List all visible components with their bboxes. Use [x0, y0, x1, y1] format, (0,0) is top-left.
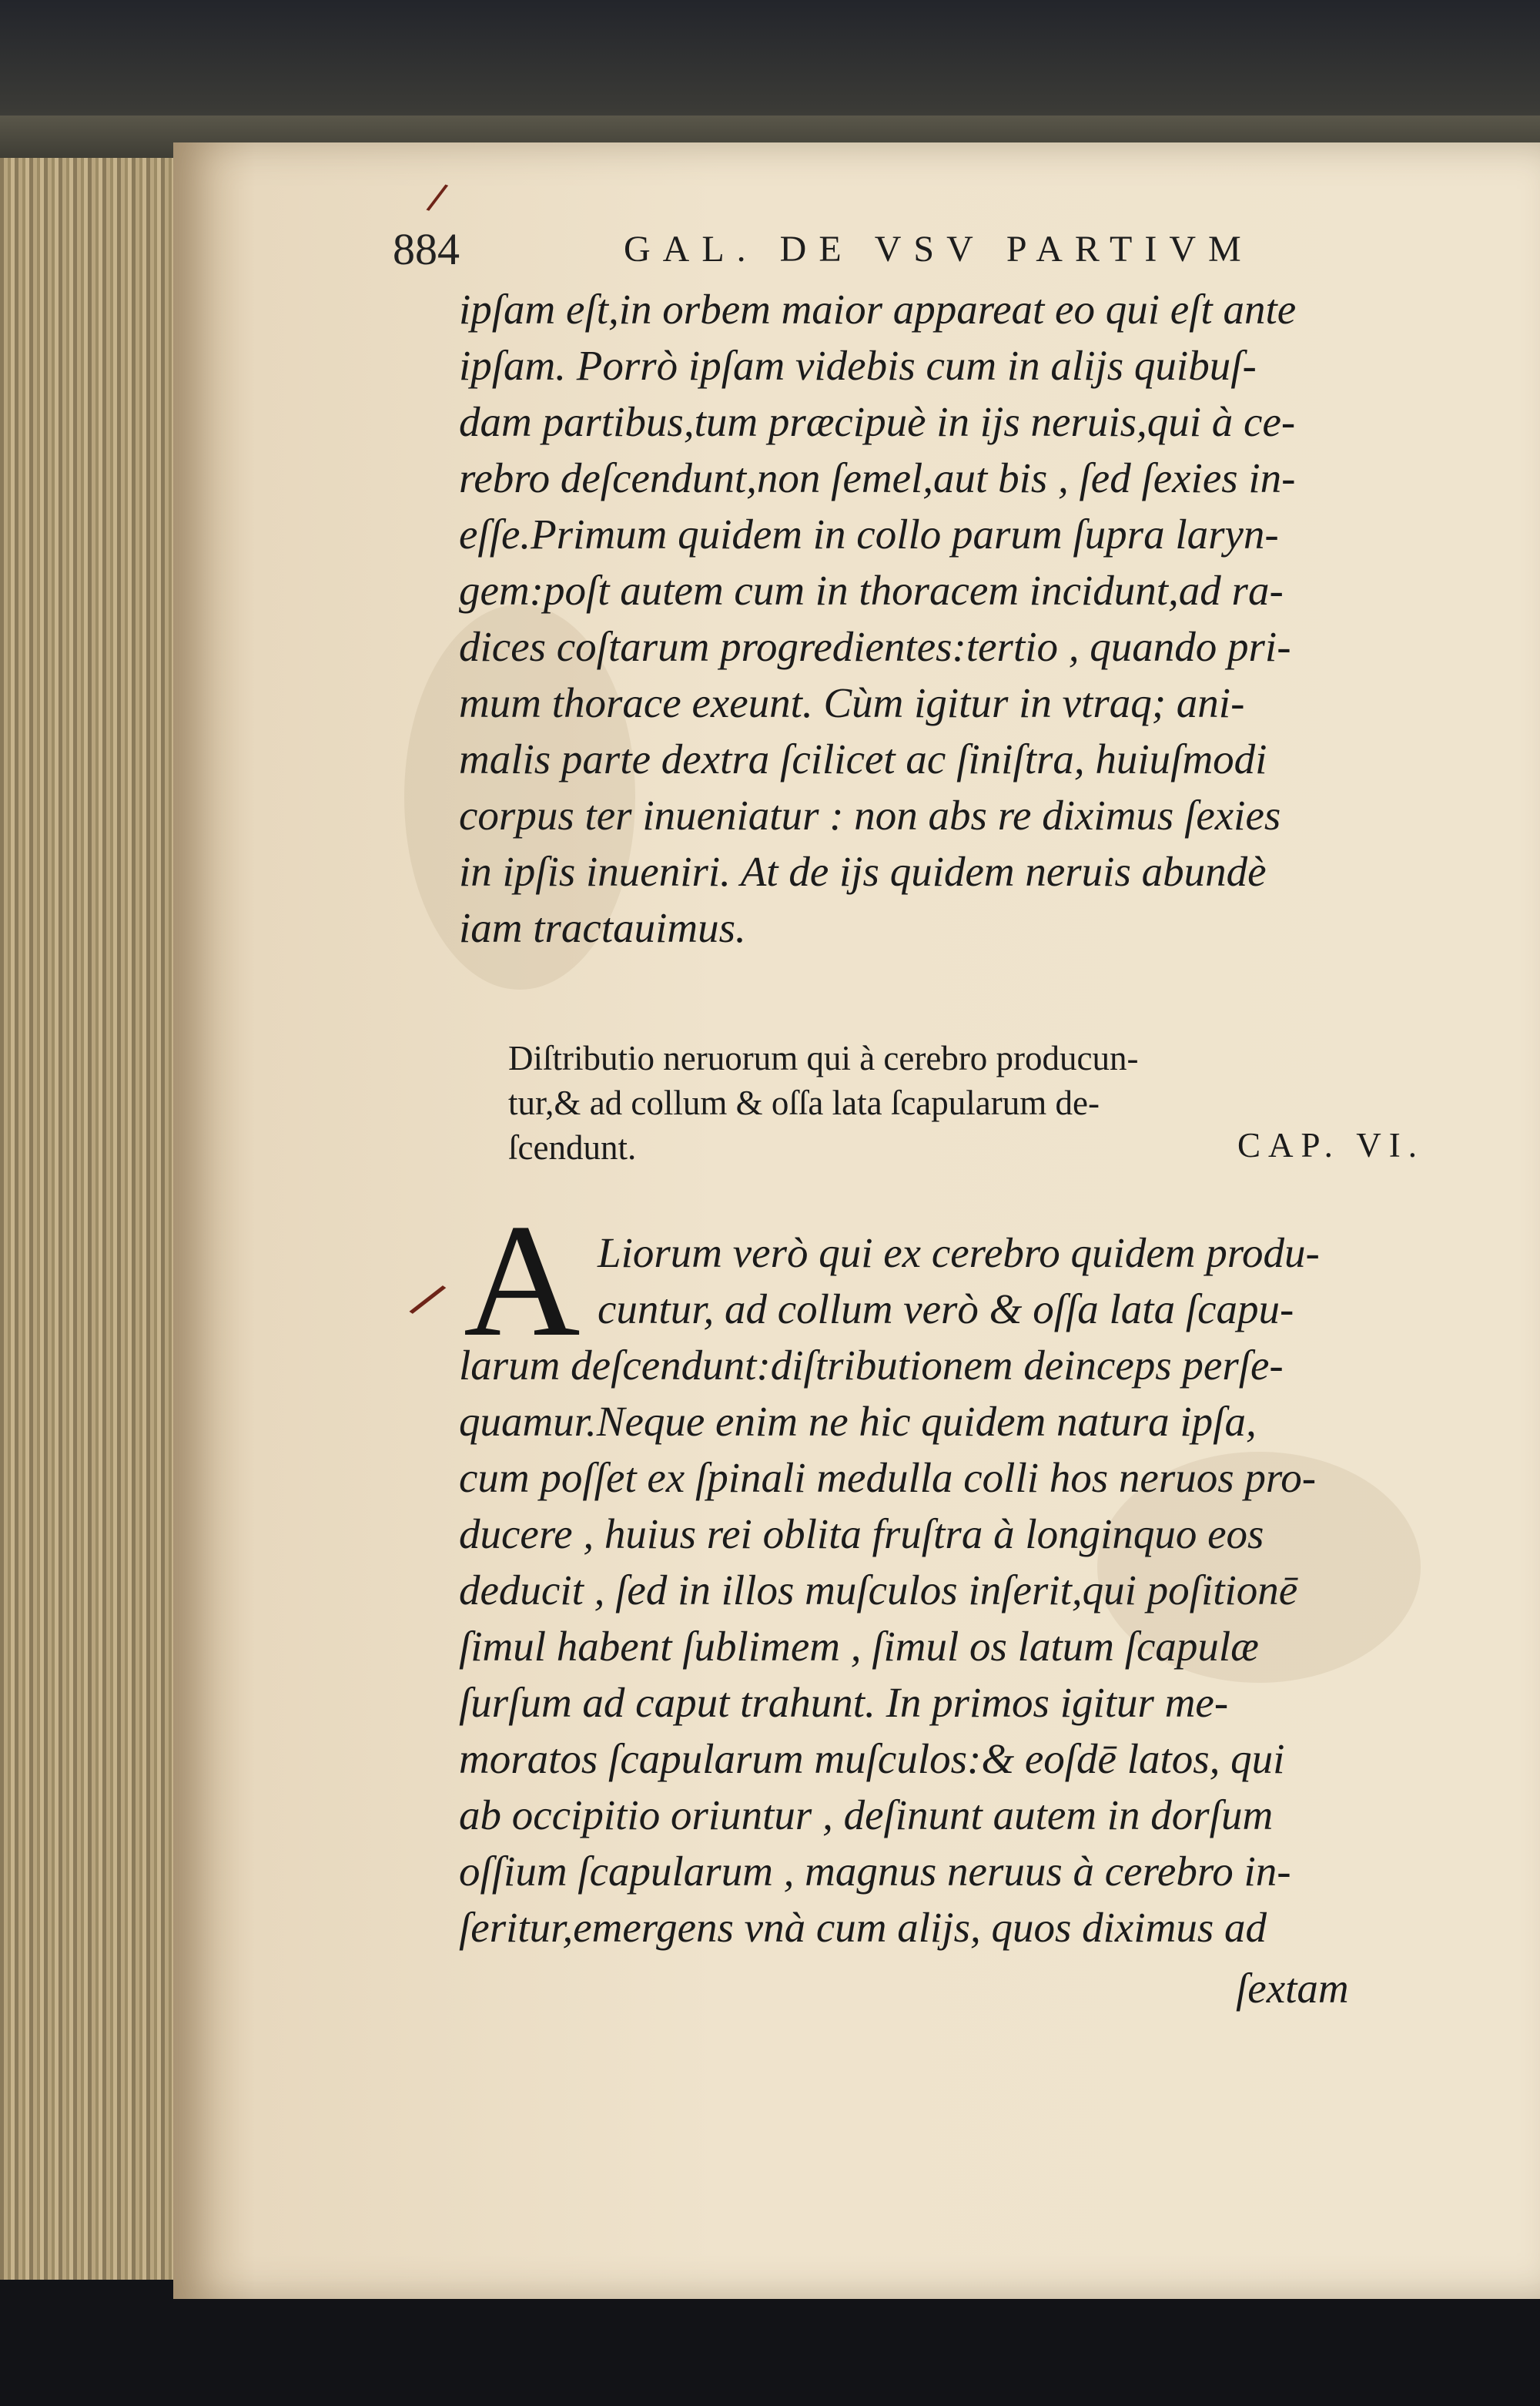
- text-line: rebro deſcendunt,non ſemel,aut bis , ſed ſexies in-: [459, 454, 1296, 501]
- text-line: iam tractauimus.: [459, 904, 746, 951]
- text-line: larum deſcendunt:diſtributionem deinceps perſe-: [459, 1342, 1284, 1389]
- text-line: dices coſtarum progredientes:tertio , quando pri-: [459, 623, 1291, 670]
- text-line: deducit , ſed in illos muſculos inſerit,qui poſitionē: [459, 1567, 1298, 1613]
- paragraph-continued: [459, 281, 1437, 956]
- ink-annotation-mark: /: [404, 1271, 451, 1328]
- text-line: dam partibus,tum præcipuè in iјs neruis,qui à ce-: [459, 398, 1296, 445]
- catchword: ſextam: [1236, 1965, 1349, 2012]
- page-header: [393, 223, 1424, 277]
- text-line: cum poſſet ex ſpinali medulla colli hos neruos pro-: [459, 1454, 1317, 1501]
- text-line: quamur.Neque enim ne hic quidem natura ipſa,: [459, 1398, 1257, 1445]
- text-line: ducere , huius rei oblita fruſtra à longinquo eos: [459, 1510, 1264, 1557]
- heading-line: ſcendunt.: [508, 1128, 637, 1167]
- heading-line: Diſtributio neruorum qui à cerebro producun-: [508, 1039, 1139, 1077]
- text-line: gem:poſt autem cum in thoracem incidunt,ad ra-: [459, 567, 1284, 614]
- page-number: 884: [393, 224, 460, 274]
- text-line: cuntur, ad collum verò & oſſa lata ſcapu-: [598, 1285, 1294, 1332]
- running-title: GAL. DE VSV PARTIVM: [624, 229, 1254, 270]
- text-line: ipſam eſt,in orbem maior appareat eo qui eſt ante: [459, 286, 1297, 333]
- text-line: ab occipitio oriuntur , deſinunt autem in dorſum: [459, 1791, 1274, 1838]
- chapter-heading: [508, 1036, 1424, 1170]
- drop-cap-initial: A: [464, 1191, 581, 1370]
- text-line: Liorum verò qui ex cerebro quidem produ-: [598, 1229, 1320, 1276]
- page-stack-edge: [0, 158, 189, 2284]
- chapter-label: CAP. VI.: [1237, 1126, 1424, 1164]
- text-line: malis parte dextra ſcilicet ac ſiniſtra, huiuſmodi: [459, 736, 1267, 782]
- chapter-paragraph: [459, 1225, 1437, 1955]
- text-line: moratos ſcapularum muſculos:& eoſdē latos, qui: [459, 1735, 1285, 1782]
- text-line: ſurſum ad caput trahunt. In primos igitur me-: [459, 1679, 1229, 1726]
- text-line: oſſium ſcapularum , magnus neruus à cerebro in-: [459, 1848, 1291, 1895]
- text-line: ſeritur,emergens vnà cum aliјs, quos diximus ad: [459, 1904, 1267, 1951]
- text-line: mum thorace exeunt. Cùm igitur in vtraq; ani-: [459, 679, 1245, 726]
- text-line: eſſe.Primum quidem in collo parum ſupra laryn-: [459, 511, 1279, 558]
- text-line: in ipſis inueniri. At de iјs quidem neruis abundè: [459, 848, 1267, 895]
- heading-line: tur,& ad collum & oſſa lata ſcapularum de-: [508, 1084, 1100, 1122]
- text-line: ſimul habent ſublimem , ſimul os latum ſcapulæ: [459, 1623, 1259, 1670]
- ink-annotation-mark: /: [424, 174, 451, 220]
- text-line: corpus ter inueniatur : non abs re diximus ſexies: [459, 792, 1281, 839]
- text-line: ipſam. Porrò ipſam videbis cum in aliјs quibuſ-: [459, 342, 1257, 389]
